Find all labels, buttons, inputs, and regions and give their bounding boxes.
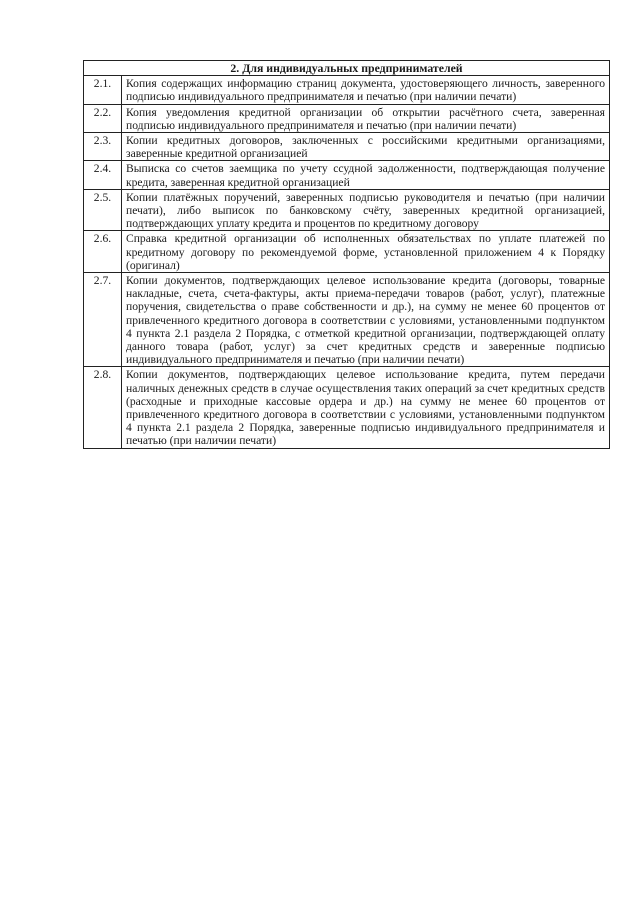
table-row <box>84 189 610 231</box>
requirements-table <box>83 60 610 449</box>
table-row <box>84 367 610 448</box>
table-row <box>84 104 610 132</box>
row-number: 2.5. <box>84 189 122 231</box>
table-row <box>84 273 610 367</box>
row-text: Копии кредитных договоров, заключенных с российскими кредитными организациями, заверенные кредитной организацией <box>122 133 610 161</box>
row-text: Копии документов, подтверждающих целевое использование кредита, путем передачи наличных денежных средств в случае осуществления таких операций за счет кредитных средств (расходные и приходные кассовые ордера и др.) на сумму не менее 60 процентов от привлеченного кредитного договора в соответствии с условиями, установленными подпунктом 4 пункта 2.1 раздела 2 Порядка, заверенные подписью индивидуального предпринимателя и печатью (при наличии печати) <box>122 367 610 448</box>
table-row <box>84 133 610 161</box>
row-number: 2.8. <box>84 367 122 448</box>
row-number: 2.6. <box>84 231 122 273</box>
section-header-row <box>84 61 610 76</box>
row-text: Справка кредитной организации об исполненных обязательствах по уплате платежей по кредитному договору по рекомендуемой форме, установленной приложением 4 к Порядку (оригинал) <box>122 231 610 273</box>
section-title: 2. Для индивидуальных предпринимателей <box>84 61 610 76</box>
row-text: Копии платёжных поручений, заверенных подписью руководителя и печатью (при наличии печати), либо выписок по банковскому счёту, заверенных кредитной организацией, подтверждающих уплату кредита и процентов по кредитному договору <box>122 189 610 231</box>
row-text: Копии документов, подтверждающих целевое использование кредита (договоры, товарные накладные, счета, счета-фактуры, акты приема-передачи товаров (работ, услуг), платежные поручения, свидетельства о праве собственности и др.), на сумму не менее 60 процентов от привлеченного кредитного договора в соответствии с условиями, установленными подпунктом 4 пункта 2.1 раздела 2 Порядка, с отметкой кредитной организации, подтверждающей оплату данного товара (работ, услуг) за счет кредитных средств и заверенные подписью индивидуального предпринимателя и печатью (при наличии печати) <box>122 273 610 367</box>
row-number: 2.7. <box>84 273 122 367</box>
table-row <box>84 161 610 189</box>
row-number: 2.2. <box>84 104 122 132</box>
row-text: Копия уведомления кредитной организации об открытии расчётного счета, заверенная подписью индивидуального предпринимателя и печатью (при наличии печати) <box>122 104 610 132</box>
row-number: 2.4. <box>84 161 122 189</box>
table-row <box>84 231 610 273</box>
table-row <box>84 76 610 104</box>
row-number: 2.3. <box>84 133 122 161</box>
row-text: Копия содержащих информацию страниц документа, удостоверяющего личность, заверенного подписью индивидуального предпринимателя и печатью (при наличии печати) <box>122 76 610 104</box>
row-text: Выписка со счетов заемщика по учету ссудной задолженности, подтверждающая получение кредита, заверенная кредитной организацией <box>122 161 610 189</box>
row-number: 2.1. <box>84 76 122 104</box>
